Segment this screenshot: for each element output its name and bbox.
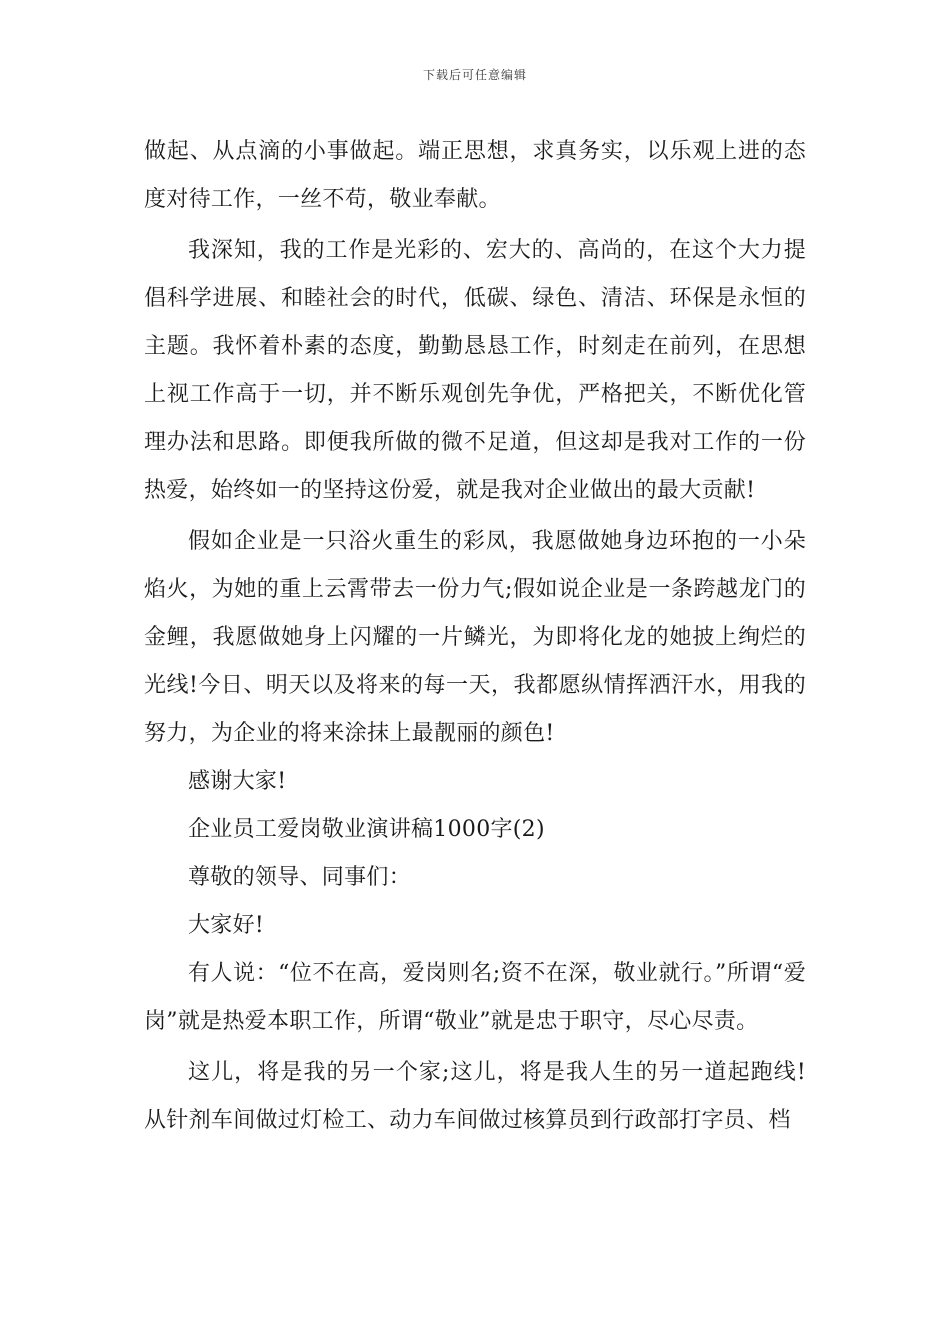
paragraph-work-dedication: 我深知，我的工作是光彩的、宏大的、高尚的，在这个大力提倡科学进展、和睦社会的时代，低碳、绿色、清洁、环保是永恒的主题。我怀着朴素的态度，勤勤恳恳工作，时刻走在前列，在思想上视工作高于一切，并不断乐观创先争优，严格把关，不断优化管理办法和思路。即便我所做的微不足道，但这却是我对工作的一份热爱，始终如一的坚持这份爱，就是我对企业做出的最大贡献! — [144, 238, 806, 503]
greeting: 大家好! — [188, 913, 265, 938]
page-header: 下载后可任意编辑 — [422, 68, 527, 82]
salutation: 尊敬的领导、同事们： — [188, 865, 412, 890]
section-title: 企业员工爱岗敬业演讲稿1000字(2) — [188, 817, 545, 842]
paragraph-workplace: 这儿，将是我的另一个家;这儿，将是我人生的另一道起跑线!从针剂车间做过灯检工、动力车间做过核算员到行政部打字员、档 — [144, 1060, 806, 1133]
document-body — [144, 128, 806, 1145]
paragraph-quote: 有人说：“位不在高，爱岗则名;资不在深，敬业就行。”所谓“爱岗”就是热爱本职工作，所谓“敬业”就是忠于职守，尽心尽责。 — [144, 961, 806, 1034]
paragraph-continuation: 做起、从点滴的小事做起。端正思想，求真务实，以乐观上进的态度对待工作，一丝不苟，敬业奉献。 — [144, 139, 806, 212]
paragraph-enterprise-metaphor: 假如企业是一只浴火重生的彩凤，我愿做她身边环抱的一小朵焰火，为她的重上云霄带去一份力气;假如说企业是一条跨越龙门的金鲤，我愿做她身上闪耀的一片鳞光，为即将化龙的她披上绚烂的光线!今日、明天以及将来的每一天，我都愿纵情挥洒汗水，用我的努力，为企业的将来涂抹上最靓丽的颜色! — [144, 529, 806, 746]
paragraph-thanks: 感谢大家! — [188, 769, 287, 794]
